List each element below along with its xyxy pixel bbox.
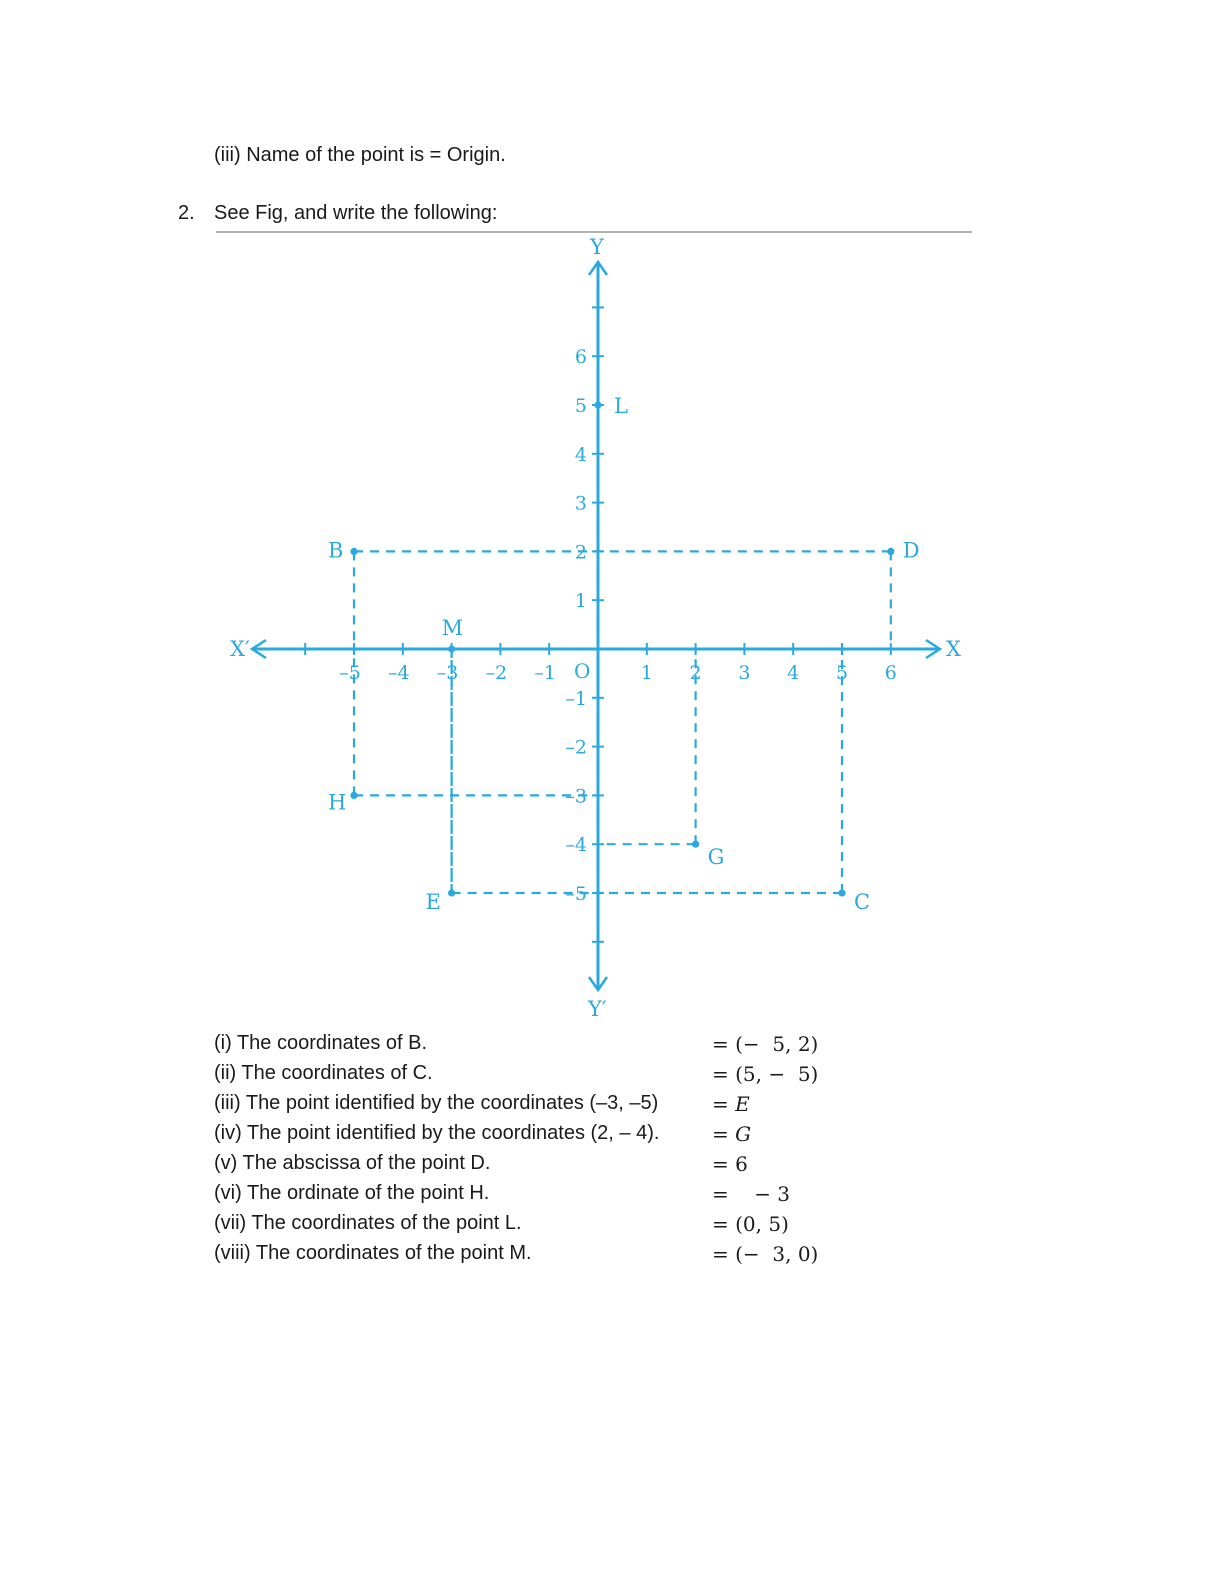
y-tick-label: –4 [565, 834, 587, 857]
y-tick-label: –1 [565, 687, 587, 710]
x-tick-label: –1 [534, 662, 556, 684]
point-b-label: B [328, 538, 344, 563]
answer-value: = (5, − 5) [712, 1062, 819, 1086]
previous-answer-line: (iii) Name of the point is = Origin. [214, 144, 506, 166]
point-b-marker [350, 548, 357, 555]
x-tick-label: 1 [640, 662, 653, 684]
y-tick-label: 3 [574, 492, 587, 515]
point-l-label: L [614, 394, 628, 418]
point-m-marker [448, 645, 455, 652]
answer-row [214, 1182, 834, 1212]
answer-value: = (− 5, 2) [712, 1032, 819, 1056]
point-e-label: E [425, 890, 441, 914]
answer-value: = 6 [712, 1152, 748, 1176]
coordinate-figure [216, 232, 976, 1032]
answer-value: = (− 3, 0) [712, 1242, 819, 1266]
answer-question: (vii) The coordinates of the point L. [214, 1212, 522, 1234]
x-tick-label: –2 [485, 662, 508, 684]
x-tick-label: –4 [388, 662, 410, 684]
point-c-label: C [854, 890, 871, 914]
answer-row [214, 1122, 834, 1152]
answer-question: (viii) The coordinates of the point M. [214, 1242, 532, 1264]
y-prime-axis-label: Y′ [588, 997, 607, 1021]
point-g-label: G [707, 845, 725, 870]
y-axis-label: Y [590, 235, 604, 259]
question-text: See Fig, and write the following: [214, 202, 498, 224]
x-tick-label: 4 [787, 662, 800, 684]
answer-row [214, 1242, 834, 1272]
x-tick-label: 3 [738, 662, 751, 684]
answer-question: (ii) The coordinates of C. [214, 1062, 433, 1084]
x-tick-label: 6 [884, 662, 897, 684]
answer-question: (vi) The ordinate of the point H. [214, 1182, 490, 1204]
y-tick-label: 2 [574, 541, 587, 564]
point-e-marker [448, 889, 455, 896]
answer-value: = G [712, 1122, 752, 1146]
answer-row [214, 1152, 834, 1182]
answer-row [214, 1032, 834, 1062]
answer-question: (v) The abscissa of the point D. [214, 1152, 491, 1174]
answer-row [214, 1092, 834, 1122]
answer-value: = − 3 [712, 1182, 791, 1206]
y-tick-label: 6 [574, 346, 587, 369]
x-axis-label: X [946, 637, 961, 661]
answer-question: (iii) The point identified by the coordinates (–3, –5) [214, 1092, 659, 1114]
y-tick-label: –2 [565, 736, 587, 759]
question-number: 2. [178, 202, 195, 224]
point-g-marker [692, 841, 699, 848]
x-prime-axis-label: X′ [230, 637, 250, 661]
point-d-label: D [902, 538, 920, 563]
axes [252, 262, 940, 990]
point-l-marker [594, 401, 601, 408]
origin-label: O [574, 659, 591, 683]
x-tick-label: –5 [339, 662, 361, 684]
answer-row [214, 1062, 834, 1092]
tick-labels [339, 346, 897, 905]
answer-value: = (0, 5) [712, 1212, 789, 1236]
y-tick-label: 5 [574, 395, 587, 417]
plotted-points [328, 394, 920, 914]
point-d-marker [887, 548, 894, 555]
answer-question: (i) The coordinates of B. [214, 1032, 428, 1054]
x-tick-label: 2 [689, 662, 702, 684]
dashed-guides [354, 551, 891, 893]
point-h-marker [350, 792, 357, 799]
y-tick-label: –5 [565, 883, 587, 905]
answer-question: (iv) The point identified by the coordinates (2, – 4). [214, 1122, 660, 1144]
x-tick-label: 5 [835, 662, 849, 684]
point-c-marker [838, 889, 845, 896]
y-tick-label: –3 [565, 785, 587, 808]
y-tick-label: 4 [574, 443, 587, 466]
point-m-label: M [441, 616, 464, 640]
x-tick-label: –3 [436, 662, 459, 684]
answer-row [214, 1212, 834, 1242]
point-h-label: H [328, 790, 347, 815]
axis-names [230, 235, 961, 1021]
answer-value: = E [712, 1092, 750, 1116]
y-tick-label: 1 [574, 590, 587, 613]
